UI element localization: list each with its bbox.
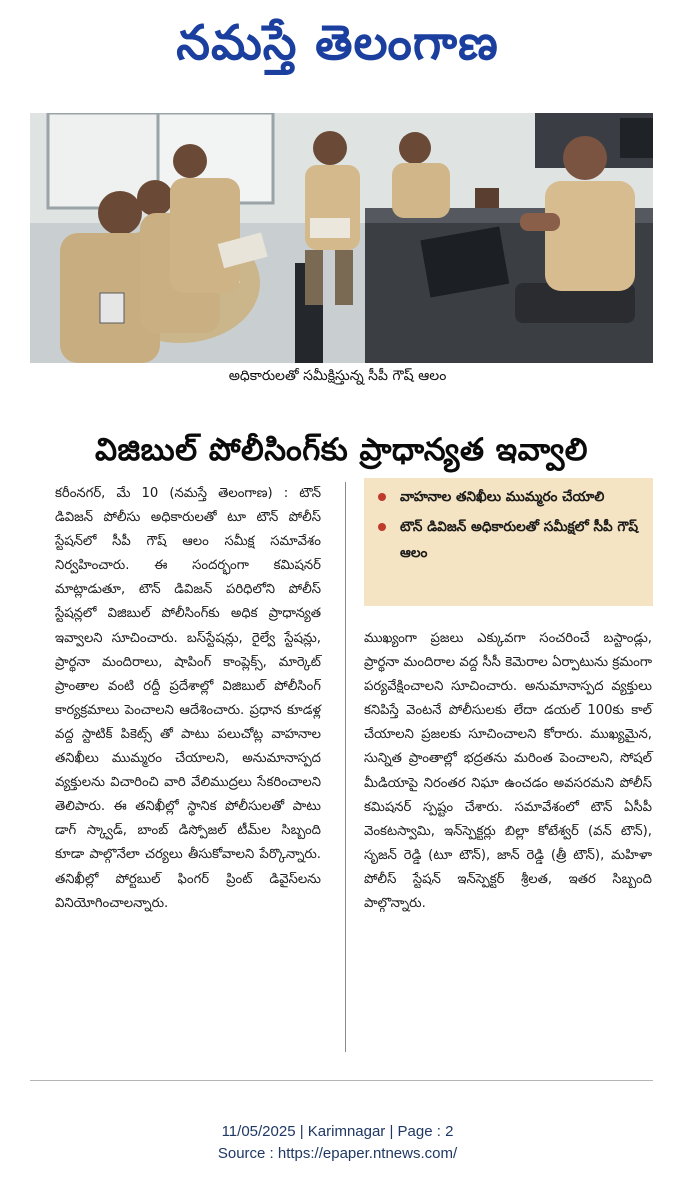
article-column-left <box>55 482 321 916</box>
highlight-item <box>376 484 643 510</box>
article-column-right <box>364 627 652 916</box>
news-photo <box>30 113 653 363</box>
highlight-item <box>376 514 643 566</box>
article-body-right: ముఖ్యంగా ప్రజలు ఎక్కువగా సంచరించే బస్టాండ్లు, ప్రార్థనా మందిరాల వద్ద సీసీ కెమెరాల ఏర్పాటును క్రమంగా పర్యవేక్షించాలని సూచించారు. అనుమానాస్పద వ్యక్తులు కనిపిస్తే వెంటనే పోలీసులకు లేదా డయల్ 100కు కాల్ చేయాలని ప్రజలకు సూచించాలని కోరారు. ముఖ్యమైన, సున్నిత ప్రాంతాల్లో భద్రతను మరింత పెంచాలని, సోషల్ మీడియాపై నిరంతర నిఘా ఉంచడం అవసరమని పోలీస్ కమిషనర్ స్పష్టం చేశారు. సమావేశంలో టౌన్ ఏసీపీ వెంకటస్వామి, ఇన్‌స్పెక్టర్లు బిల్లా కోటేశ్వర్ (వన్ టౌన్), సృజన్ రెడ్డి (టూ టౌన్), జాన్ రెడ్డి (త్రీ టౌన్), మహిళా పోలీస్ స్టేషన్ ఇన్‌స్పెక్టర్ శ్రీలత, ఇతర సిబ్బంది పాల్గొన్నారు. <box>364 631 652 912</box>
newspaper-masthead: నమస్తే తెలంగాణ <box>176 15 499 71</box>
page-footer <box>0 1121 675 1165</box>
photo-caption: అధికారులతో సమీక్షిస్తున్న సీపీ గౌష్ ఆలం <box>228 368 447 384</box>
article-body-left: కరీంనగర్, మే 10 (నమస్తే తెలంగాణ) : టౌన్ డివిజన్ పోలీసు అధికారులతో టూ టౌన్ పోలీస్ స్టేషన్‌లో సీపీ గౌష్ ఆలం సమీక్ష సమావేశం నిర్వహించారు. ఈ సందర్భంగా కమిషనర్ మాట్లాడుతూ, టౌన్ డివిజన్ పరిధిలోని పోలీస్ స్టేషన్లలో విజిబుల్ పోలీసింగ్‌కు అధిక ప్రాధాన్యత ఇవ్వాలని సూచించారు. బస్‌స్టేషన్లు, రైల్వే స్టేషన్లు, ప్రార్థనా మందిరాలు, షాపింగ్ కాంప్లెక్స్, మార్కెట్ ప్రాంతాల వంటి రద్దీ ప్రదేశాల్లో విజిబుల్ పోలీసింగ్ కార్యక్రమాలు పెంచాలని ఆదేశించారు. ప్రధాన కూడళ్ల వద్ద స్టాటిక్ పికెట్స్ తో పాటు పలుచోట్ల వాహనాల తనిఖీలు ముమ్మరం చేయాలని, అనుమానాస్పద వ్యక్తులను విచారించి వారి వేలిముద్రలు సేకరించాలని తెలిపారు. ఈ తనిఖీల్లో స్థానిక పోలీసులతో పాటు డాగ్ స్క్వాడ్, బాంబ్ డిస్పోజల్ టీమ్‌ల సిబ్బంది కూడా పాల్గొనేలా చర్యలు తీసుకోవాలని పేర్కొన్నారు. తనిఖీల్లో పోర్టబుల్ ఫింగర్ ప్రింట్ డివైస్‌లను వినియోగించాలన్నారు. <box>55 486 321 911</box>
bullet-icon <box>378 523 386 531</box>
article-headline: విజిబుల్ పోలీసింగ్‌కు ప్రాధాన్యత ఇవ్వాలి <box>94 431 589 468</box>
highlight-text: టౌన్ డివిజన్ అధికారులతో సమీక్షలో సీపీ గౌష్ ఆలం <box>400 519 639 561</box>
highlights-box <box>364 478 653 606</box>
footer-source: Source : https://epaper.ntnews.com/ <box>217 1145 458 1162</box>
highlight-text: వాహనాల తనిఖీలు ముమ్మరం చేయాలి <box>400 489 605 505</box>
footer-edition-info: 11/05/2025 | Karimnagar | Page : 2 <box>221 1123 454 1140</box>
column-divider <box>345 482 346 1052</box>
footer-rule <box>30 1080 653 1081</box>
bullet-icon <box>378 493 386 501</box>
